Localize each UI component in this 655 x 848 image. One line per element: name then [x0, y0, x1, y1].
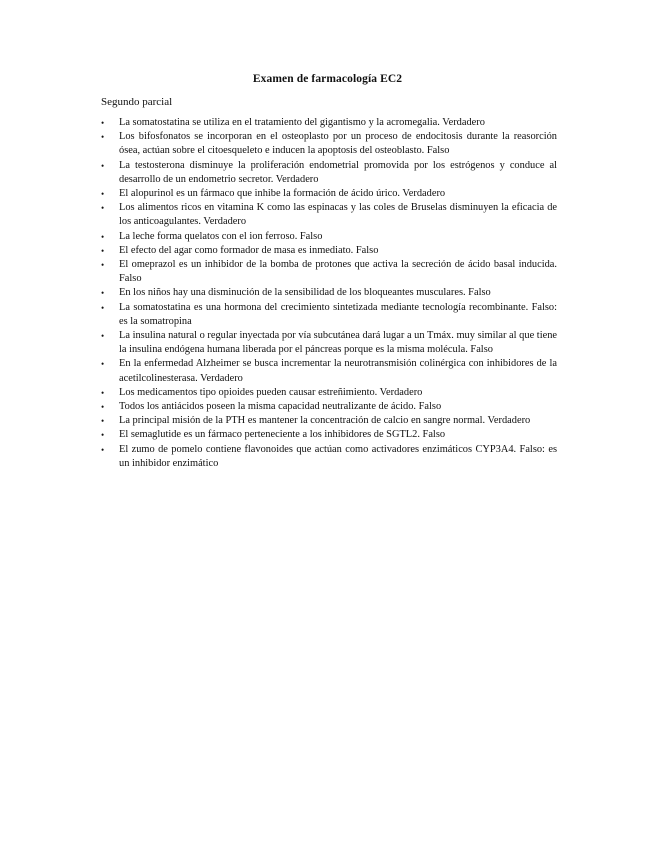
list-item — [101, 400, 557, 414]
document-title: Examen de farmacología EC2 — [252, 73, 403, 85]
bullet-icon: • — [101, 359, 105, 370]
list-item-text: El alopurinol es un fármaco que inhibe la formación de ácido úrico. Verdadero — [119, 188, 446, 200]
list-item — [101, 230, 557, 244]
bullet-icon: • — [101, 430, 105, 441]
list-item-text: El omeprazol es un inhibidor de la bomba de protones que activa la secreción de ácido basal inducida. Falso — [119, 259, 557, 285]
list-item-text: En los niños hay una disminución de la sensibilidad de los bloqueantes musculares. Falso — [119, 287, 491, 299]
list-item-text: La principal misión de la PTH es mantener la concentración de calcio en sangre normal. Verdadero — [119, 415, 531, 427]
list-item — [101, 414, 557, 428]
list-item-text: En la enfermedad Alzheimer se busca incrementar la neurotransmisión colinérgica con inhibidores de la acetilcolinesterasa. Verdadero — [119, 358, 557, 384]
bullet-icon: • — [101, 132, 105, 143]
list-item — [101, 116, 557, 130]
list-item-text: La leche forma quelatos con el ion ferroso. Falso — [119, 230, 323, 242]
list-item-text: El efecto del agar como formador de masa es inmediato. Falso — [119, 244, 379, 256]
bullet-icon: • — [101, 402, 105, 413]
bullet-icon: • — [101, 189, 105, 200]
list-item-text: La insulina natural o regular inyectada por vía subcutánea dará lugar a un Tmáx. muy similar al que tiene la insulina endógena humana liberada por el páncreas porque es la misma molécula. Falso — [119, 330, 557, 356]
list-item — [101, 258, 557, 286]
list-item-text: La somatostatina se utiliza en el tratamiento del gigantismo y la acromegalia. Verdadero — [119, 117, 485, 128]
list-item-text: Los alimentos ricos en vitamina K como las espinacas y las coles de Bruselas disminuyen la eficacia de los anticoagulantes. Verdadero — [119, 202, 557, 228]
list-item — [101, 428, 557, 442]
bullet-icon: • — [101, 203, 105, 214]
list-item — [101, 357, 557, 385]
list-item — [101, 244, 557, 258]
list-item — [101, 130, 557, 158]
list-item — [101, 329, 557, 357]
list-item — [101, 286, 557, 300]
list-item-text: La somatostatina es una hormona del crecimiento sintetizada mediante tecnología recombinante. Falso: es la somatropina — [119, 301, 557, 327]
list-item-text: Todos los antiácidos poseen la misma capacidad neutralizante de ácido. Falso — [119, 401, 442, 413]
bullet-icon: • — [101, 444, 105, 455]
bullet-icon: • — [101, 302, 105, 313]
list-item — [101, 301, 557, 329]
list-item — [101, 386, 557, 400]
bullet-icon: • — [101, 331, 105, 342]
bullet-icon: • — [101, 288, 105, 299]
document-subtitle: Segundo parcial — [101, 96, 173, 108]
list-item — [101, 159, 557, 187]
list-item-text: El zumo de pomelo contiene flavonoides que actúan como activadores enzimáticos CYP3A4. Falso: es un inhibidor enzimático — [119, 443, 557, 469]
list-item — [101, 187, 557, 201]
bullet-icon: • — [101, 231, 105, 242]
question-list — [101, 116, 557, 471]
list-item-text: El semaglutide es un fármaco perteneciente a los inhibidores de SGTL2. Falso — [119, 429, 446, 441]
bullet-icon: • — [101, 416, 105, 427]
bullet-icon: • — [101, 260, 105, 271]
bullet-icon: • — [101, 245, 105, 256]
bullet-icon: • — [101, 160, 105, 171]
list-item-text: La testosterona disminuye la proliferación endometrial promovida por los estrógenos y conduce al desarrollo de un endometrio secretor. Verdadero — [119, 159, 557, 185]
bullet-icon: • — [101, 387, 105, 398]
list-item-text: Los medicamentos tipo opioides pueden causar estreñimiento. Verdadero — [119, 386, 423, 398]
list-item-text: Los bifosfonatos se incorporan en el osteoplasto por un proceso de endocitosis durante la reasorción ósea, actúan sobre el citoesqueleto e inducen la apoptosis del osteoblasto. Falso — [119, 131, 557, 157]
list-item — [101, 443, 557, 471]
list-item — [101, 201, 557, 229]
bullet-icon: • — [101, 118, 105, 128]
